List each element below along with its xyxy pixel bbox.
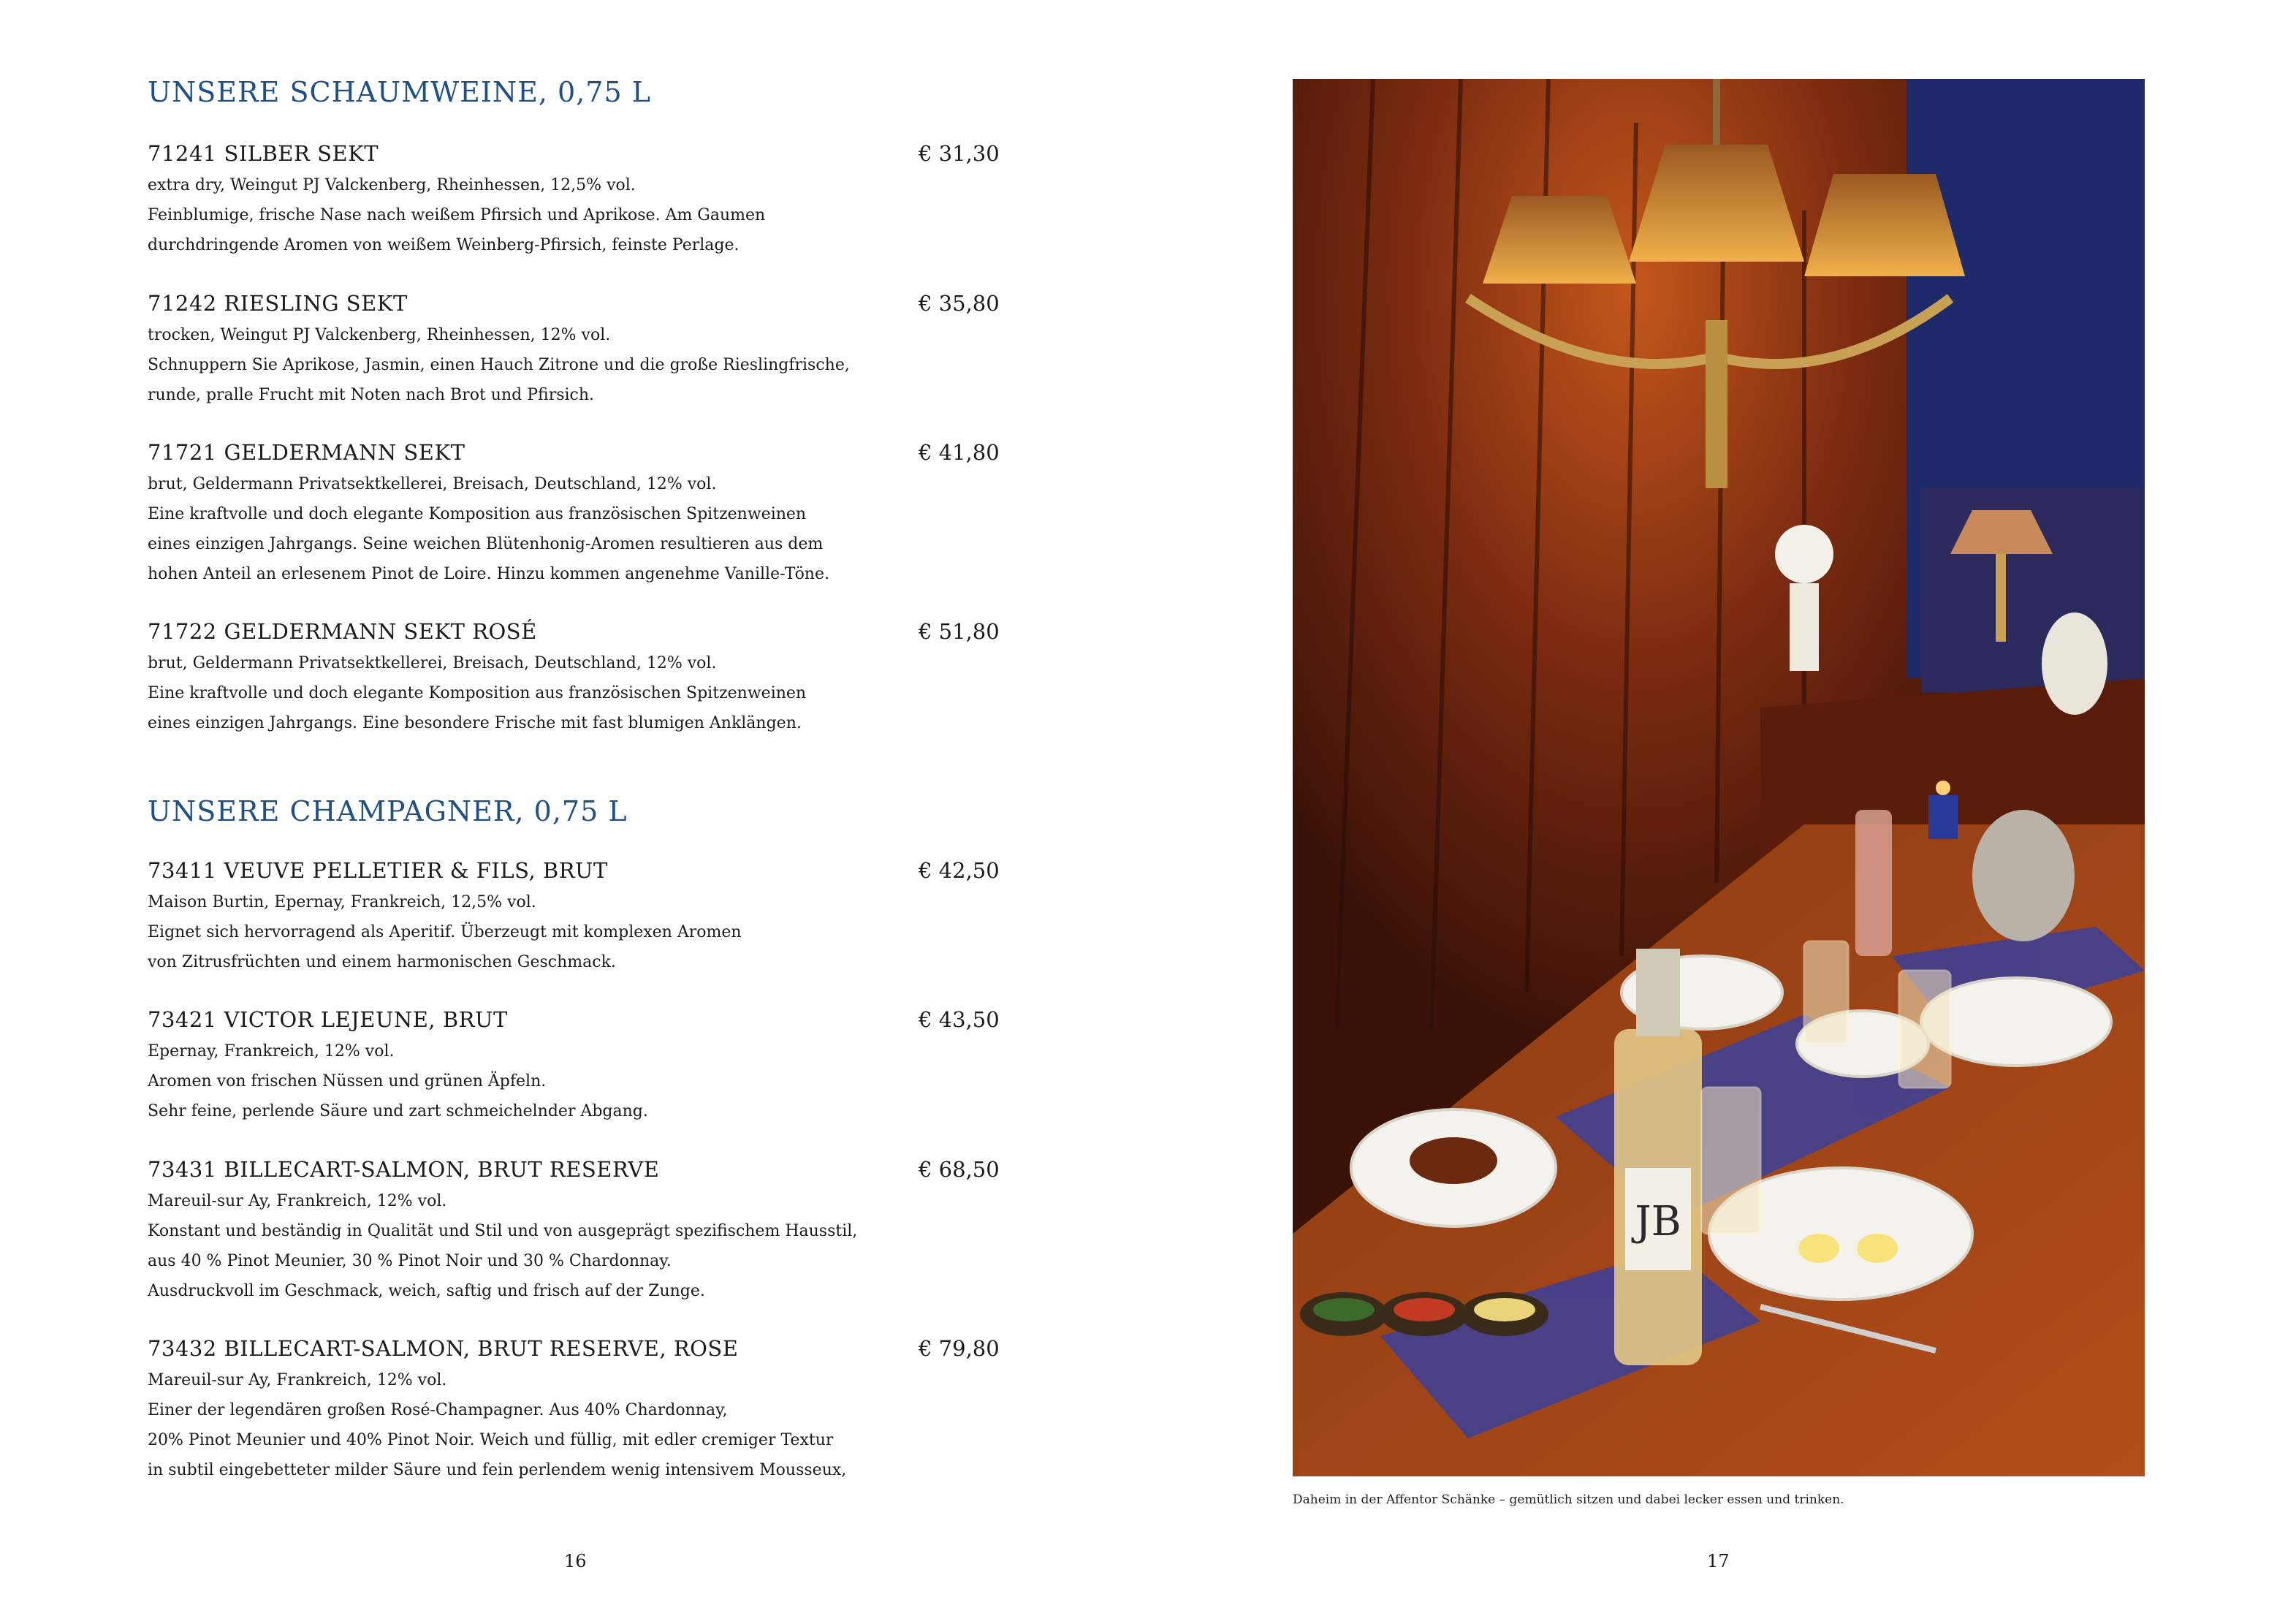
bottle-label: JB — [1635, 1198, 1681, 1245]
item-description: 20% Pinot Meunier und 40% Pinot Noir. Weich und füllig, mit edler cremiger Textur — [148, 1431, 834, 1449]
item-description: eines einzigen Jahrgangs. Eine besondere Frische mit fast blumigen Anklängen. — [148, 714, 802, 732]
item-description: Konstant und beständig in Qualität und Stil und von ausgeprägt spezifischem Hausstil, — [148, 1222, 858, 1240]
item-description: runde, pralle Frucht mit Noten nach Brot und Pfirsich. — [148, 386, 595, 404]
item-description: Feinblumige, frische Nase nach weißem Pfirsich und Aprikose. Am Gaumen — [148, 206, 766, 224]
item-name: 71721 GELDERMANN SEKT — [148, 440, 465, 465]
item-description: in subtil eingebetteter milder Säure und fein perlendem wenig intensivem Mousseux, — [148, 1461, 847, 1479]
item-description: Sehr feine, perlende Säure und zart schmeichelnder Abgang. — [148, 1102, 648, 1120]
menu-item — [148, 141, 1010, 260]
menu-item — [148, 858, 1010, 977]
menu-item — [148, 1157, 1010, 1306]
item-description: Eine kraftvolle und doch elegante Komposition aus französischen Spitzenweinen — [148, 684, 807, 702]
menu-item — [148, 619, 1010, 738]
item-price: € 41,80 — [919, 440, 1000, 465]
item-price: € 43,50 — [919, 1007, 1000, 1032]
item-description: von Zitrusfrüchten und einem harmonischen Geschmack. — [148, 953, 616, 971]
section-title-champagner: UNSERE CHAMPAGNER, 0,75 L — [148, 795, 628, 827]
item-description: Aromen von frischen Nüssen und grünen Äpfeln. — [148, 1072, 547, 1090]
item-detail: brut, Geldermann Privatsektkellerei, Breisach, Deutschland, 12% vol. — [148, 654, 717, 672]
page-number: 17 — [1707, 1551, 1730, 1571]
item-description: Eignet sich hervorragend als Aperitif. Überzeugt mit komplexen Aromen — [148, 923, 742, 941]
item-detail: Mareuil-sur Ay, Frankreich, 12% vol. — [148, 1371, 447, 1389]
page-number: 16 — [564, 1551, 587, 1571]
section-title-schaumweine: UNSERE SCHAUMWEINE, 0,75 L — [148, 76, 651, 108]
restaurant-photo — [1293, 79, 2145, 1476]
item-description: aus 40 % Pinot Meunier, 30 % Pinot Noir und 30 % Chardonnay. — [148, 1252, 672, 1270]
photo-caption: Daheim in der Affentor Schänke – gemütlich sitzen und dabei lecker essen und trinken. — [1293, 1492, 1844, 1507]
item-description: durchdringende Aromen von weißem Weinberg-Pfirsich, feinste Perlage. — [148, 236, 740, 254]
item-detail: Epernay, Frankreich, 12% vol. — [148, 1042, 395, 1060]
item-detail: trocken, Weingut PJ Valckenberg, Rheinhessen, 12% vol. — [148, 326, 611, 344]
item-name: 73432 BILLECART-SALMON, BRUT RESERVE, ROSE — [148, 1336, 739, 1361]
item-name: 73421 VICTOR LEJEUNE, BRUT — [148, 1007, 508, 1032]
menu-item — [148, 1336, 1010, 1485]
item-description: eines einzigen Jahrgangs. Seine weichen Blütenhonig-Aromen resultieren aus dem — [148, 535, 824, 553]
item-description: Ausdruckvoll im Geschmack, weich, saftig und frisch auf der Zunge. — [148, 1282, 705, 1300]
item-description: Einer der legendären großen Rosé-Champagner. Aus 40% Chardonnay, — [148, 1401, 728, 1419]
item-description: hohen Anteil an erlesenem Pinot de Loire. Hinzu kommen angenehme Vanille-Töne. — [148, 565, 829, 583]
item-price: € 35,80 — [919, 291, 1000, 316]
item-price: € 31,30 — [919, 141, 1000, 166]
item-name: 71242 RIESLING SEKT — [148, 291, 408, 316]
item-detail: Mareuil-sur Ay, Frankreich, 12% vol. — [148, 1192, 447, 1210]
item-name: 71241 SILBER SEKT — [148, 141, 379, 166]
item-name: 73411 VEUVE PELLETIER & FILS, BRUT — [148, 858, 608, 883]
item-price: € 68,50 — [919, 1157, 1000, 1182]
item-description: Schnuppern Sie Aprikose, Jasmin, einen Hauch Zitrone und die große Rieslingfrische, — [148, 356, 850, 374]
item-detail: extra dry, Weingut PJ Valckenberg, Rheinhessen, 12,5% vol. — [148, 176, 636, 194]
menu-item — [148, 440, 1010, 589]
item-price: € 51,80 — [919, 619, 1000, 644]
item-detail: brut, Geldermann Privatsektkellerei, Breisach, Deutschland, 12% vol. — [148, 475, 717, 493]
item-price: € 42,50 — [919, 858, 1000, 883]
item-name: 71722 GELDERMANN SEKT ROSÉ — [148, 619, 537, 644]
menu-item — [148, 1007, 1010, 1126]
item-price: € 79,80 — [919, 1336, 1000, 1361]
item-name: 73431 BILLECART-SALMON, BRUT RESERVE — [148, 1157, 660, 1182]
item-description: Eine kraftvolle und doch elegante Komposition aus französischen Spitzenweinen — [148, 505, 807, 523]
menu-item — [148, 291, 1010, 410]
item-detail: Maison Burtin, Epernay, Frankreich, 12,5% vol. — [148, 893, 536, 911]
